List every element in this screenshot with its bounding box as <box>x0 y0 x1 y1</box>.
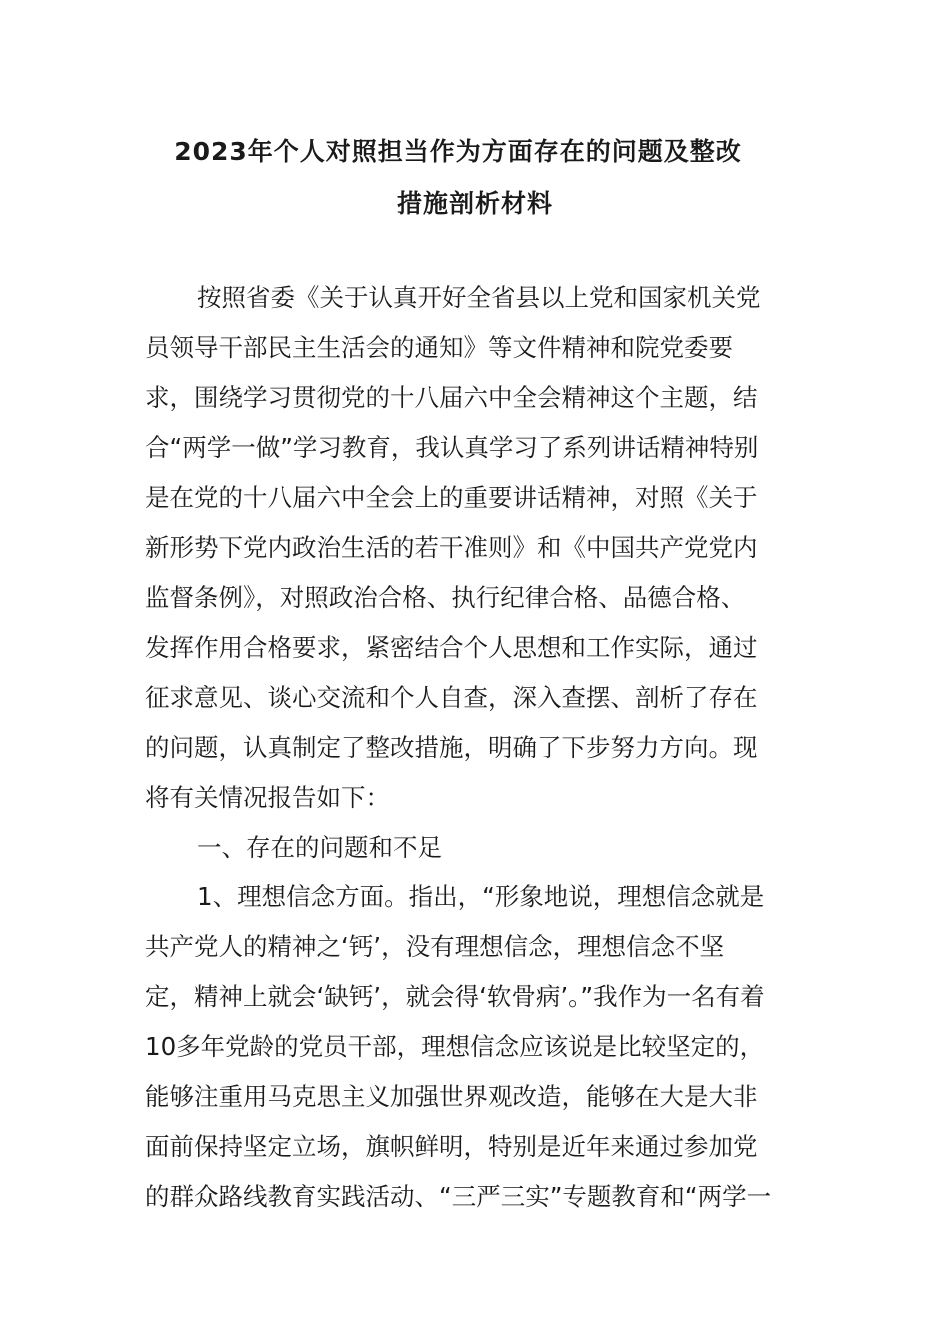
paragraph-line: 征求意见、谈心交流和个人自查，深入查摆、剖析了存在 <box>145 683 758 712</box>
paragraph-line: 将有关情况报告如下： <box>145 783 390 812</box>
paragraph-line: 面前保持坚定立场，旗帜鲜明，特别是近年来通过参加党 <box>145 1132 758 1161</box>
paragraph-line: 能够注重用马克思主义加强世界观改造，能够在大是大非 <box>145 1082 758 1111</box>
paragraph-line: 合“两学一做”学习教育，我认真学习了系列讲话精神特别 <box>145 433 759 462</box>
section-heading: 一、存在的问题和不足 <box>197 833 442 862</box>
paragraph-line: 定，精神上就会‘缺钙’，就会得‘软骨病’。”我作为一名有着 <box>145 982 765 1011</box>
paragraph-line: 按照省委《关于认真开好全省县以上党和国家机关党 <box>197 283 761 312</box>
document-title-line-2: 措施剖析材料 <box>396 189 553 218</box>
paragraph-line: 共产党人的精神之‘钙’，没有理想信念，理想信念不坚 <box>145 932 725 961</box>
paragraph-line: 10多年党龄的党员干部，理想信念应该说是比较坚定的， <box>145 1032 765 1061</box>
paragraph-line: 求，围绕学习贯彻党的十八届六中全会精神这个主题，结 <box>145 383 758 412</box>
paragraph-line: 发挥作用合格要求，紧密结合个人思想和工作实际，通过 <box>145 633 758 662</box>
paragraph-line: 的群众路线教育实践活动、“三严三实”专题教育和“两学一 <box>145 1182 772 1211</box>
paragraph-line: 1、理想信念方面。指出，“形象地说，理想信念就是 <box>197 882 765 911</box>
paragraph-line: 的问题，认真制定了整改措施，明确了下步努力方向。现 <box>145 733 758 762</box>
paragraph-line: 新形势下党内政治生活的若干准则》和《中国共产党党内 <box>145 533 758 562</box>
paragraph-line: 监督条例》，对照政治合格、执行纪律合格、品德合格、 <box>145 583 746 612</box>
document-title-line-1: 2023年个人对照担当作为方面存在的问题及整改 <box>174 137 742 166</box>
paragraph-line: 是在党的十八届六中全会上的重要讲话精神，对照《关于 <box>145 483 758 512</box>
paragraph-line: 员领导干部民主生活会的通知》等文件精神和院党委要 <box>145 333 733 362</box>
